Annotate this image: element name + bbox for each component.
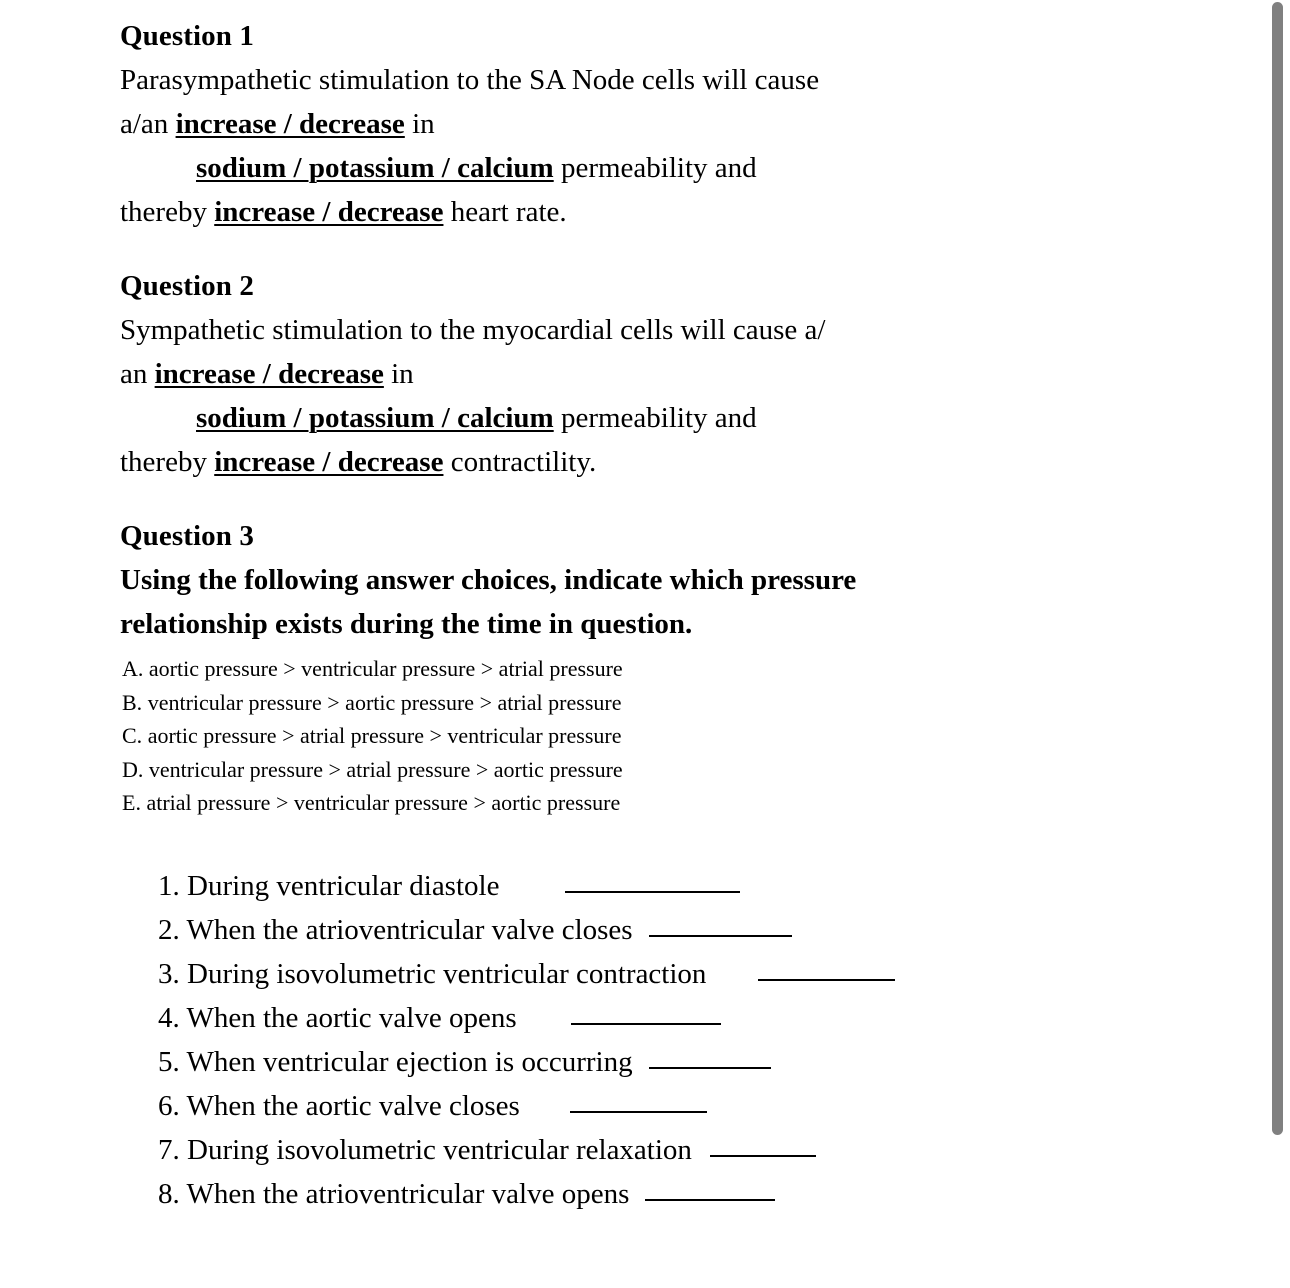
answer-choice-row[interactable] (122, 719, 1220, 753)
emphasized-choice-text[interactable]: increase / decrease (175, 108, 405, 140)
item-number: 3. (158, 957, 180, 990)
answer-choice-row[interactable] (122, 686, 1220, 720)
answer-choice-text: aortic pressure > ventricular pressure > atrial pressure (148, 656, 623, 681)
answer-choice-text: ventricular pressure > aortic pressure > atrial pressure (147, 689, 622, 715)
item-answer-blank[interactable] (649, 1049, 771, 1069)
item-number: 1. (158, 869, 180, 902)
numbered-item-row (158, 1128, 1220, 1172)
item-answer-blank[interactable] (710, 1137, 816, 1157)
answer-choice-row[interactable] (122, 786, 1220, 820)
numbered-item-row (158, 1040, 1220, 1084)
item-answer-blank[interactable] (565, 873, 740, 893)
item-text: During isovolumetric ventricular contraction (187, 957, 707, 990)
question-text-run: permeability and (553, 152, 757, 184)
question-text-run: Sympathetic stimulation to the myocardial cells will cause a/ (120, 314, 826, 346)
question-block (120, 264, 1220, 484)
question-line (120, 396, 1220, 440)
answer-choice-text: ventricular pressure > atrial pressure > aortic pressure (148, 756, 623, 782)
answer-choice-row[interactable] (122, 753, 1220, 787)
document-content (120, 14, 1220, 1246)
vertical-scrollbar-thumb[interactable] (1272, 2, 1283, 1135)
numbered-item-row (158, 952, 1220, 996)
answer-choices-list (122, 652, 1220, 820)
question-line (120, 308, 1220, 352)
question-block (120, 14, 1220, 234)
question-text-run: thereby (120, 196, 215, 228)
question-3-block (120, 514, 1220, 1216)
questions-container (120, 14, 1220, 484)
answer-choice-letter: D. (122, 756, 144, 782)
question-line (120, 352, 1220, 396)
item-number: 6. (158, 1089, 180, 1122)
item-number: 2. (158, 913, 180, 946)
numbered-item-row (158, 996, 1220, 1040)
answer-choice-letter: C. (122, 723, 143, 748)
question-title: Question 1 (120, 20, 254, 52)
item-number: 4. (158, 1001, 180, 1034)
item-answer-blank[interactable] (649, 917, 792, 937)
question-text-run: in (404, 108, 435, 140)
question-line (120, 58, 1220, 102)
numbered-item-row (158, 1084, 1220, 1128)
question-title: Question 2 (120, 270, 254, 302)
numbered-item-row (158, 864, 1220, 908)
item-number: 5. (158, 1045, 180, 1078)
item-number: 7. (158, 1133, 180, 1166)
emphasized-choice-text[interactable]: increase / decrease (154, 358, 384, 390)
item-text: During isovolumetric ventricular relaxation (187, 1133, 692, 1166)
emphasized-choice-text[interactable]: sodium / potassium / calcium (196, 152, 554, 184)
question-line (120, 146, 1220, 190)
numbered-item-row (158, 1172, 1220, 1216)
item-answer-blank[interactable] (758, 961, 895, 981)
question-text-run: heart rate. (443, 196, 567, 228)
question-line (120, 190, 1220, 234)
question-text-run: an (120, 358, 155, 390)
question-text-run: contractility. (443, 446, 597, 478)
question-text-run: permeability and (553, 402, 757, 434)
item-number: 8. (158, 1177, 180, 1210)
item-answer-blank[interactable] (570, 1093, 707, 1113)
item-text: When the atrioventricular valve opens (186, 1177, 630, 1210)
emphasized-choice-text[interactable]: increase / decrease (214, 446, 444, 478)
item-text: When the atrioventricular valve closes (186, 913, 633, 946)
emphasized-choice-text[interactable]: sodium / potassium / calcium (196, 402, 554, 434)
vertical-scrollbar-track[interactable] (1268, 0, 1290, 1288)
question-3-title: Question 3 (120, 520, 254, 552)
item-text: When the aortic valve closes (186, 1089, 520, 1122)
numbered-items-list (158, 864, 1220, 1216)
question-text-run: a/an (120, 108, 176, 140)
item-text: During ventricular diastole (187, 869, 500, 902)
answer-choice-text: atrial pressure > ventricular pressure > aortic pressure (146, 790, 621, 815)
question-line (120, 102, 1220, 146)
item-text: When ventricular ejection is occurring (186, 1045, 633, 1078)
question-line (120, 440, 1220, 484)
answer-choice-row[interactable] (122, 652, 1220, 686)
question-3-prompt-line-2: relationship exists during the time in question. (120, 608, 693, 640)
answer-choice-text: aortic pressure > atrial pressure > ventricular pressure (147, 723, 622, 748)
item-text: When the aortic valve opens (186, 1001, 517, 1034)
question-3-prompt-line-1: Using the following answer choices, indicate which pressure (120, 564, 857, 596)
item-answer-blank[interactable] (571, 1005, 721, 1025)
answer-choice-letter: E. (122, 790, 141, 815)
numbered-item-row (158, 908, 1220, 952)
question-text-run: Parasympathetic stimulation to the SA Node cells will cause (120, 64, 820, 96)
answer-choice-letter: B. (122, 689, 143, 715)
item-answer-blank[interactable] (645, 1181, 775, 1201)
answer-choice-letter: A. (122, 656, 144, 681)
question-text-run: in (383, 358, 414, 390)
question-text-run: thereby (120, 446, 215, 478)
emphasized-choice-text[interactable]: increase / decrease (214, 196, 444, 228)
